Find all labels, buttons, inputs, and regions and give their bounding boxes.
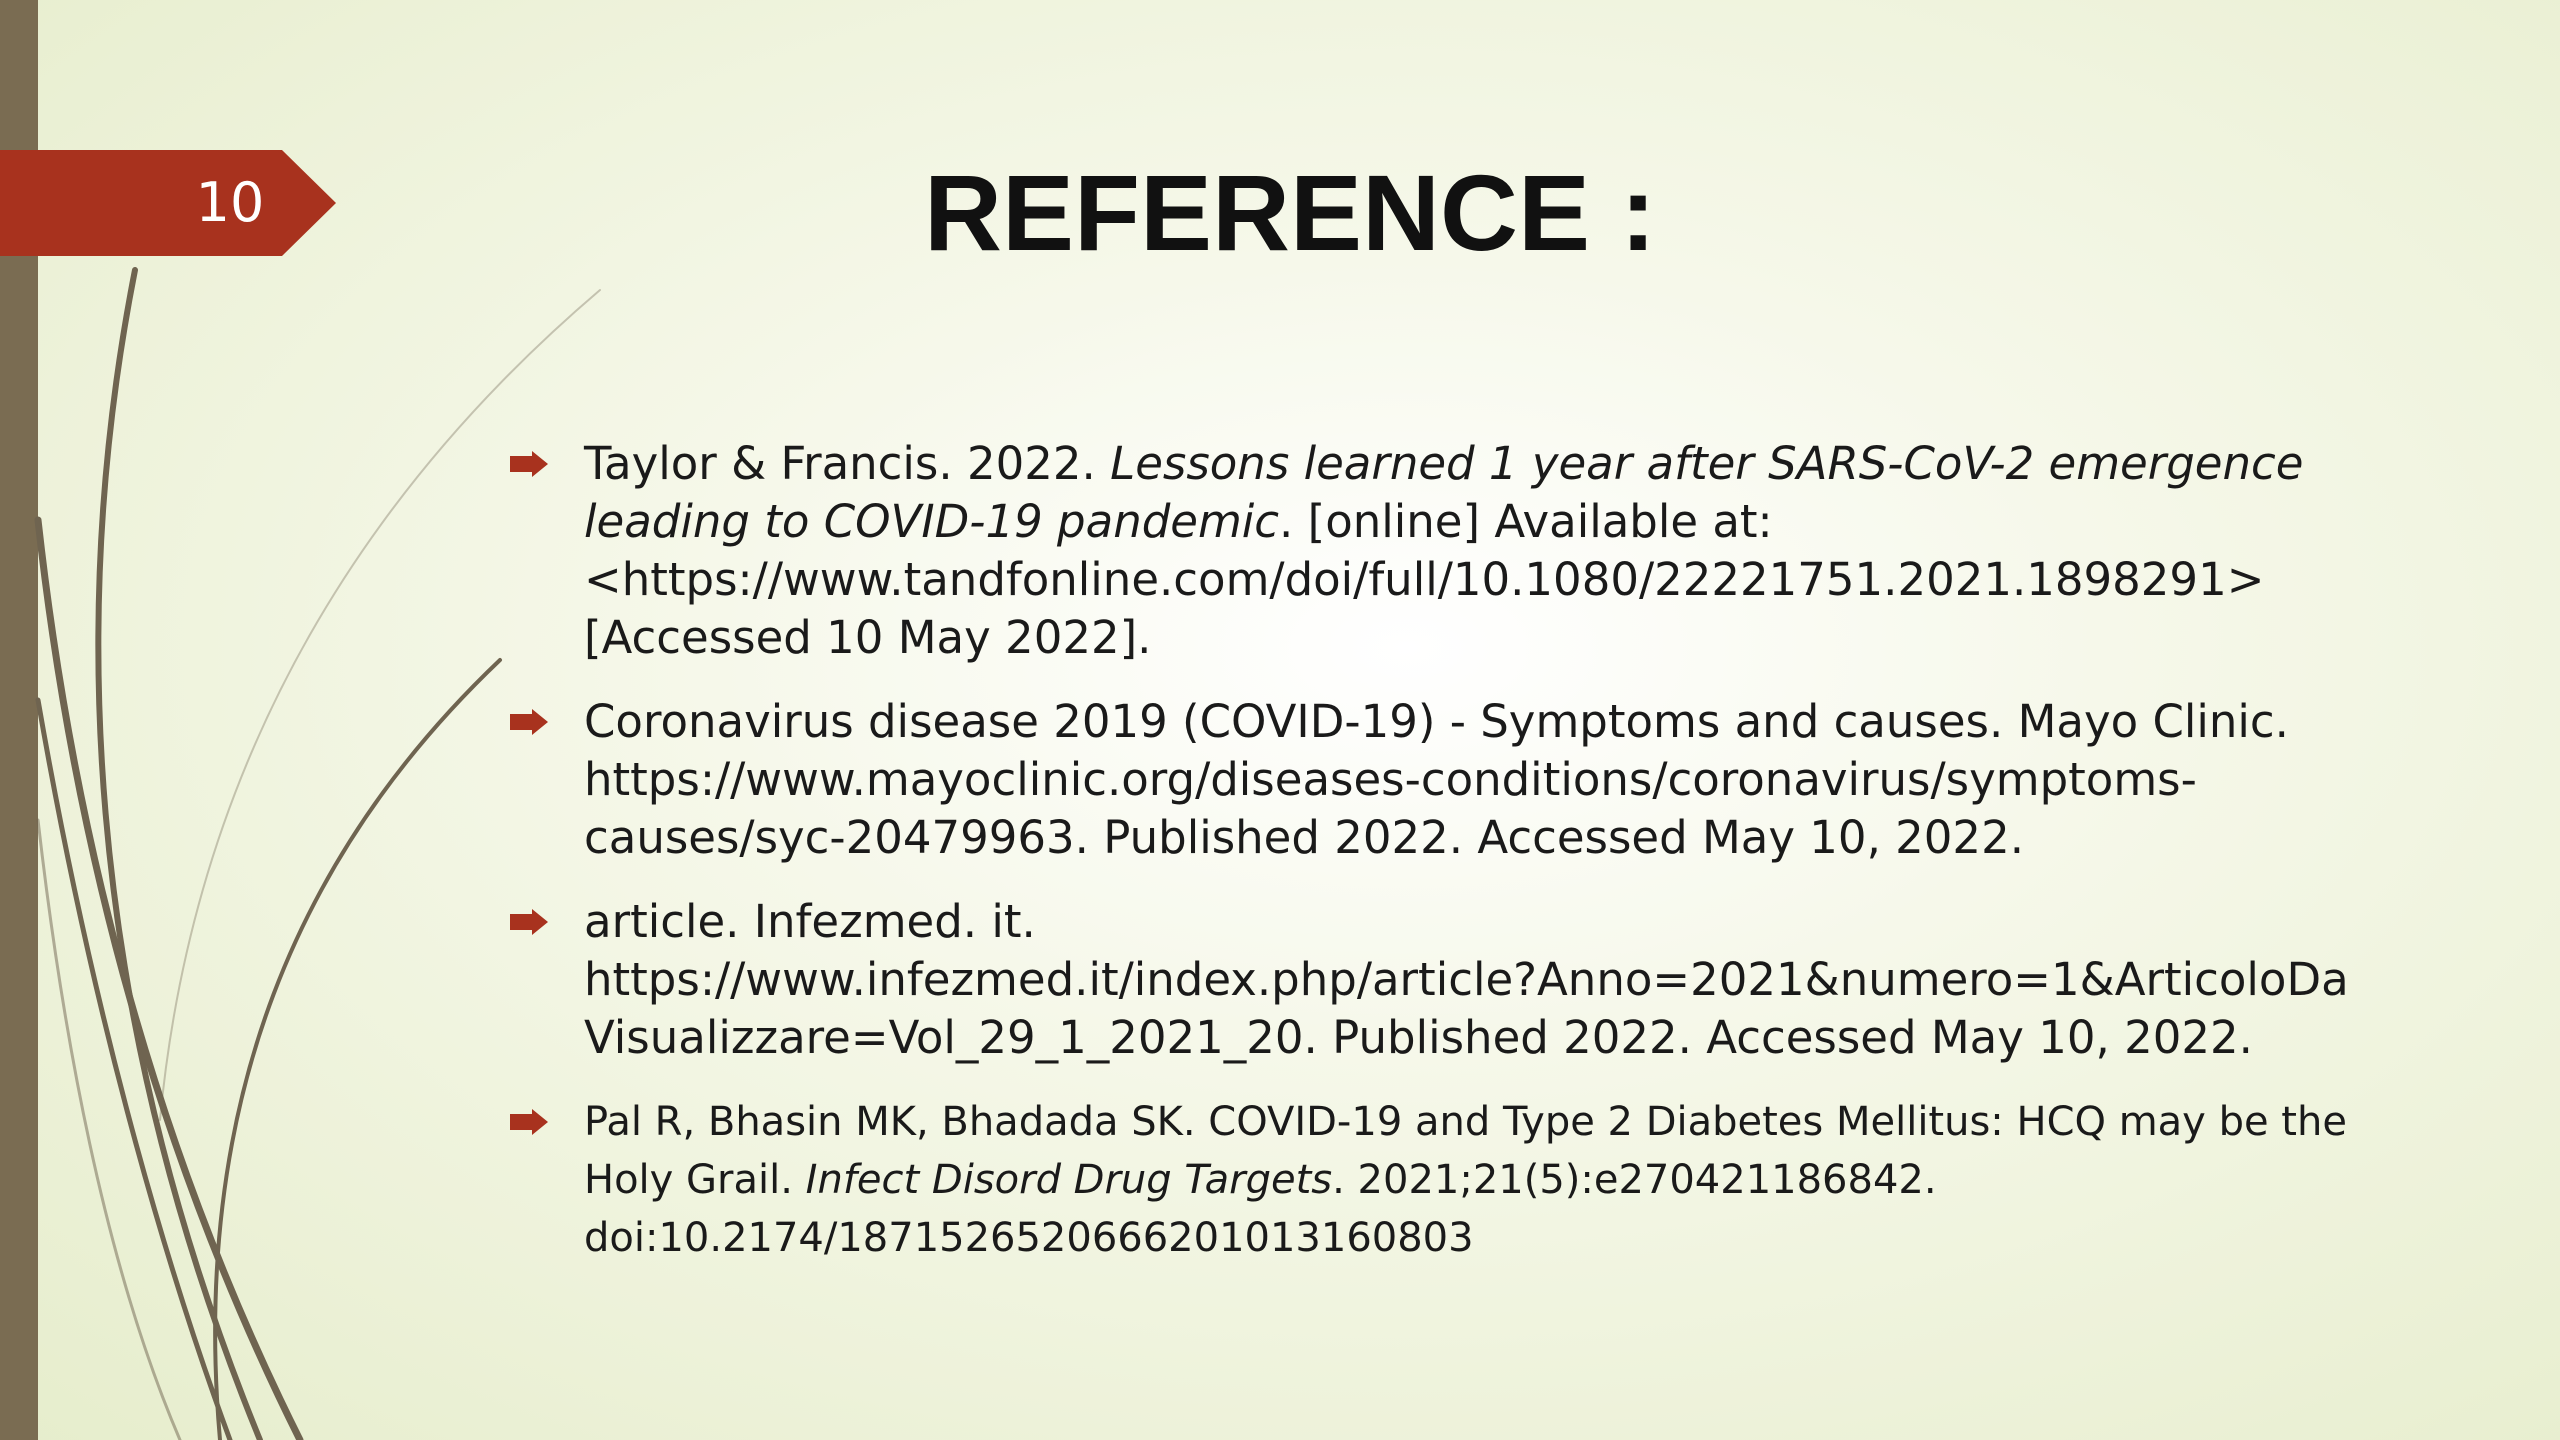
slide-number-tab: [0, 150, 336, 256]
reference-item: [510, 693, 2410, 867]
reference-text: Holy Grail.: [584, 1157, 806, 1203]
reference-title-italic: leading to COVID-19 pandemic: [584, 495, 1280, 548]
reference-url: https://www.infezmed.it/index.php/article?Anno=2021&numero=1&ArticoloDa: [584, 953, 2349, 1006]
reference-line: Pal R, Bhasin MK, Bhadada SK. COVID-19 and Type 2 Diabetes Mellitus: HCQ may be the: [584, 1099, 2347, 1145]
reference-line: article. Infezmed. it.: [584, 895, 1036, 948]
decor-curve-2: [38, 520, 300, 1440]
decor-curve-3: [38, 700, 230, 1440]
slide-number: 10: [195, 171, 265, 234]
reference-list: [510, 435, 2410, 1293]
reference-line: [Accessed 10 May 2022].: [584, 611, 1152, 664]
reference-line: [584, 1151, 2410, 1209]
arrow-bullet-icon: [510, 1109, 548, 1135]
arrow-bullet-icon: [510, 909, 548, 935]
reference-text: Taylor & Francis. 2022.: [584, 437, 1111, 490]
reference-line: [584, 493, 2410, 551]
reference-line: causes/syc-20479963. Published 2022. Accessed May 10, 2022.: [584, 811, 2024, 864]
reference-text: . 2021;21(5):e270421186842.: [1332, 1157, 1937, 1203]
decor-curve-4: [215, 660, 500, 1440]
reference-url: <https://www.tandfonline.com/doi/full/10.1080/22221751.2021.1898291>: [584, 553, 2265, 606]
reference-item: [510, 1093, 2410, 1267]
reference-title-italic: Lessons learned 1 year after SARS-CoV-2 emergence: [1110, 437, 2304, 490]
decor-curve-1: [98, 270, 260, 1440]
reference-item: [510, 435, 2410, 667]
reference-line: Coronavirus disease 2019 (COVID-19) - Symptoms and causes. Mayo Clinic.: [584, 695, 2289, 748]
reference-line: Visualizzare=Vol_29_1_2021_20. Published 2022. Accessed May 10, 2022.: [584, 1011, 2253, 1064]
slide-title: REFERENCE :: [923, 152, 1657, 273]
reference-text: . [online] Available at:: [1279, 495, 1773, 548]
reference-line: [584, 435, 2410, 493]
reference-item: [510, 893, 2410, 1067]
arrow-bullet-icon: [510, 709, 548, 735]
reference-journal-italic: Infect Disord Drug Targets: [805, 1157, 1333, 1203]
reference-url: https://www.mayoclinic.org/diseases-conditions/coronavirus/symptoms-: [584, 753, 2197, 806]
reference-doi: doi:10.2174/1871526520666201013160803: [584, 1215, 1474, 1261]
arrow-bullet-icon: [510, 451, 548, 477]
